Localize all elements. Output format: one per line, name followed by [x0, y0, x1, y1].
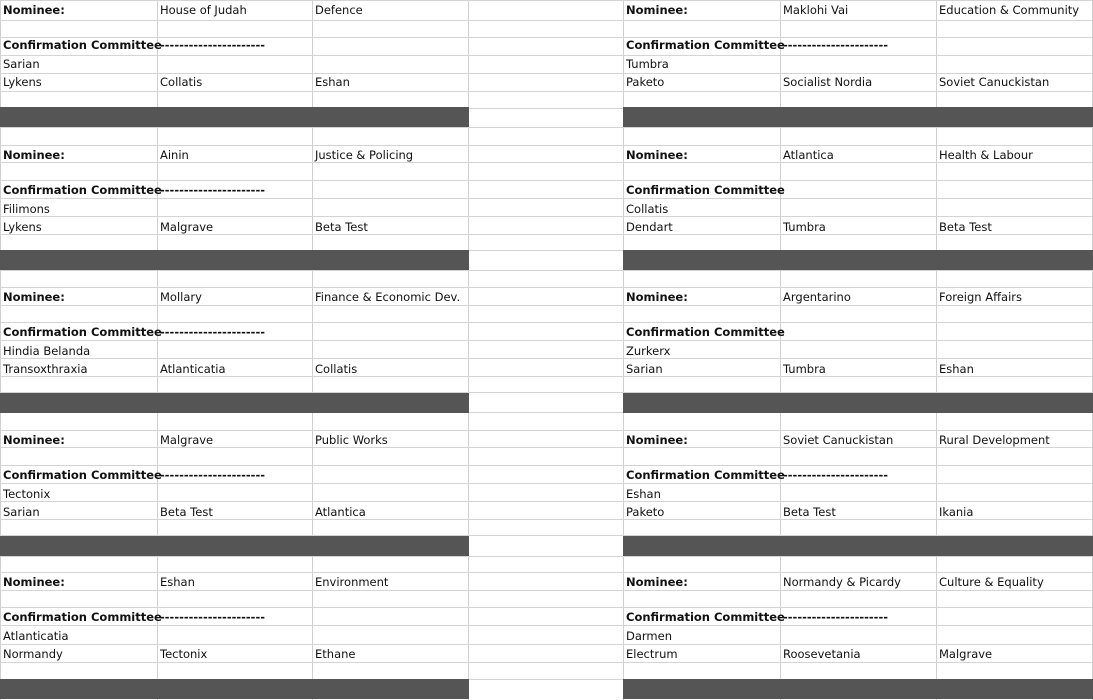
gridline-horizontal: [0, 607, 1093, 608]
separator-bar: [623, 250, 1093, 270]
committee-label[interactable]: Confirmation Committee: [626, 38, 785, 52]
committee-chair[interactable]: Eshan: [626, 487, 661, 501]
committee-dashes[interactable]: ----------------------: [160, 610, 266, 624]
committee-member[interactable]: Roosevetania: [783, 647, 861, 661]
committee-label[interactable]: Confirmation Committee: [626, 610, 785, 624]
committee-label[interactable]: Confirmation Committee: [3, 325, 162, 339]
committee-member[interactable]: Transoxthraxia: [3, 362, 88, 376]
committee-member[interactable]: Eshan: [939, 362, 974, 376]
gridline-vertical: [312, 0, 313, 700]
committee-member[interactable]: Tumbra: [783, 220, 826, 234]
committee-member[interactable]: Lykens: [3, 75, 42, 89]
gridline-horizontal: [0, 430, 1093, 431]
gridline-horizontal: [0, 358, 1093, 359]
gridline-vertical: [0, 0, 1, 700]
separator-bar: [0, 679, 469, 699]
nominee-label[interactable]: Nominee:: [626, 3, 688, 17]
committee-member[interactable]: Beta Test: [160, 505, 213, 519]
separator-bar: [623, 393, 1093, 413]
gridline-horizontal: [0, 501, 1093, 502]
committee-member[interactable]: Dendart: [626, 220, 673, 234]
nominee-label[interactable]: Nominee:: [626, 433, 688, 447]
committee-label[interactable]: Confirmation Committee: [3, 610, 162, 624]
gridline-horizontal: [0, 145, 1093, 146]
gridline-horizontal: [0, 644, 1093, 645]
nominee-party[interactable]: Atlantica: [783, 148, 834, 162]
nominee-party[interactable]: Eshan: [160, 575, 195, 589]
committee-label[interactable]: Confirmation Committee: [3, 38, 162, 52]
committee-chair[interactable]: Atlanticatia: [3, 629, 69, 643]
committee-member[interactable]: Collatis: [160, 75, 203, 89]
committee-dashes[interactable]: ----------------------: [160, 325, 266, 339]
committee-member[interactable]: Ethane: [315, 647, 356, 661]
committee-member[interactable]: Collatis: [315, 362, 358, 376]
nominee-party[interactable]: Malgrave: [160, 433, 214, 447]
committee-label[interactable]: Confirmation Committee: [626, 325, 785, 339]
nominee-party[interactable]: Maklohi Vai: [783, 3, 849, 17]
committee-member[interactable]: Malgrave: [939, 647, 993, 661]
nominee-portfolio[interactable]: Rural Development: [939, 433, 1050, 447]
separator-bar: [623, 536, 1093, 556]
separator-bar: [0, 250, 469, 270]
gridline-horizontal: [0, 270, 1093, 271]
committee-member[interactable]: Tectonix: [160, 647, 208, 661]
committee-member[interactable]: Beta Test: [783, 505, 836, 519]
committee-member[interactable]: Malgrave: [160, 220, 214, 234]
committee-member[interactable]: Sarian: [3, 505, 40, 519]
committee-member[interactable]: Eshan: [315, 75, 350, 89]
nominee-portfolio[interactable]: Foreign Affairs: [939, 290, 1022, 304]
nominee-party[interactable]: Mollary: [160, 290, 202, 304]
nominee-label[interactable]: Nominee:: [3, 290, 65, 304]
gridline-horizontal: [0, 91, 1093, 92]
gridline-horizontal: [0, 55, 1093, 56]
separator-bar: [623, 107, 1093, 127]
committee-chair[interactable]: Tumbra: [626, 57, 669, 71]
committee-member[interactable]: Atlantica: [315, 505, 366, 519]
nominee-portfolio[interactable]: Health & Labour: [939, 148, 1033, 162]
gridline-horizontal: [0, 340, 1093, 341]
committee-member[interactable]: Paketo: [626, 505, 665, 519]
nominee-label[interactable]: Nominee:: [626, 148, 688, 162]
committee-member[interactable]: Beta Test: [315, 220, 368, 234]
committee-dashes[interactable]: ----------------------: [160, 468, 266, 482]
committee-label[interactable]: Confirmation Committee: [626, 468, 785, 482]
gridline-horizontal: [0, 0, 1093, 1]
nominee-label[interactable]: Nominee:: [626, 575, 688, 589]
nominee-portfolio[interactable]: Education & Community: [939, 3, 1080, 17]
gridline-horizontal: [0, 287, 1093, 288]
committee-member[interactable]: Ikania: [939, 505, 974, 519]
committee-member[interactable]: Socialist Nordia: [783, 75, 873, 89]
nominee-portfolio[interactable]: Justice & Policing: [315, 148, 414, 162]
committee-chair[interactable]: Tectonix: [3, 487, 51, 501]
gridline-horizontal: [0, 572, 1093, 573]
gridline-horizontal: [0, 590, 1093, 591]
committee-label[interactable]: Confirmation Committee: [626, 183, 785, 197]
nominee-party[interactable]: House of Judah: [160, 3, 247, 17]
gridline-vertical: [623, 0, 624, 700]
committee-member[interactable]: Normandy: [3, 647, 63, 661]
gridline-horizontal: [0, 483, 1093, 484]
committee-member[interactable]: Sarian: [626, 362, 663, 376]
nominee-portfolio[interactable]: Culture & Equality: [939, 575, 1044, 589]
nominee-label[interactable]: Nominee:: [3, 148, 65, 162]
gridline-horizontal: [0, 322, 1093, 323]
committee-member[interactable]: Soviet Canuckistan: [939, 75, 1050, 89]
nominee-portfolio[interactable]: Environment: [315, 575, 389, 589]
nominee-party[interactable]: Ainin: [160, 148, 189, 162]
nominee-label[interactable]: Nominee:: [3, 575, 65, 589]
committee-member[interactable]: Beta Test: [939, 220, 992, 234]
committee-member[interactable]: Paketo: [626, 75, 665, 89]
gridline-vertical: [780, 0, 781, 700]
gridline-horizontal: [0, 556, 1093, 557]
separator-bar: [0, 393, 469, 413]
gridline-horizontal: [0, 20, 1093, 21]
committee-member[interactable]: Atlanticatia: [160, 362, 226, 376]
committee-dashes[interactable]: ----------------------: [783, 38, 889, 52]
committee-dashes[interactable]: ----------------------: [160, 183, 266, 197]
gridline-vertical: [468, 0, 469, 700]
gridline-vertical: [936, 0, 937, 700]
gridline-horizontal: [0, 180, 1093, 181]
nominee-party[interactable]: Soviet Canuckistan: [783, 433, 894, 447]
separator-bar: [0, 536, 469, 556]
committee-chair[interactable]: Darmen: [626, 629, 672, 643]
nominee-party[interactable]: Argentarino: [783, 290, 851, 304]
nominee-label[interactable]: Nominee:: [626, 290, 688, 304]
separator-bar: [0, 107, 469, 127]
gridline-horizontal: [0, 216, 1093, 217]
committee-dashes[interactable]: ----------------------: [783, 610, 889, 624]
committee-chair[interactable]: Sarian: [3, 57, 40, 71]
nominee-label[interactable]: Nominee:: [3, 433, 65, 447]
nominee-portfolio[interactable]: Finance & Economic Dev.: [315, 290, 461, 304]
committee-chair[interactable]: Hindia Belanda: [3, 344, 91, 358]
gridline-horizontal: [0, 625, 1093, 626]
gridline-horizontal: [0, 127, 1093, 128]
gridline-horizontal: [0, 305, 1093, 306]
nominee-party[interactable]: Normandy & Picardy: [783, 575, 901, 589]
nominee-label[interactable]: Nominee:: [3, 3, 65, 17]
committee-member[interactable]: Lykens: [3, 220, 42, 234]
nominee-portfolio[interactable]: Public Works: [315, 433, 388, 447]
committee-member[interactable]: Electrum: [626, 647, 678, 661]
committee-chair[interactable]: Collatis: [626, 202, 669, 216]
gridline-horizontal: [0, 662, 1093, 663]
committee-label[interactable]: Confirmation Committee: [3, 183, 162, 197]
gridline-horizontal: [0, 198, 1093, 199]
gridline-horizontal: [0, 465, 1093, 466]
separator-bar: [623, 679, 1093, 699]
committee-chair[interactable]: Zurkerx: [626, 344, 671, 358]
committee-member[interactable]: Tumbra: [783, 362, 826, 376]
committee-dashes[interactable]: ----------------------: [783, 468, 889, 482]
gridline-vertical: [157, 0, 158, 700]
committee-chair[interactable]: Filimons: [3, 202, 50, 216]
committee-dashes[interactable]: ----------------------: [160, 38, 266, 52]
nominee-portfolio[interactable]: Defence: [315, 3, 363, 17]
committee-label[interactable]: Confirmation Committee: [3, 468, 162, 482]
